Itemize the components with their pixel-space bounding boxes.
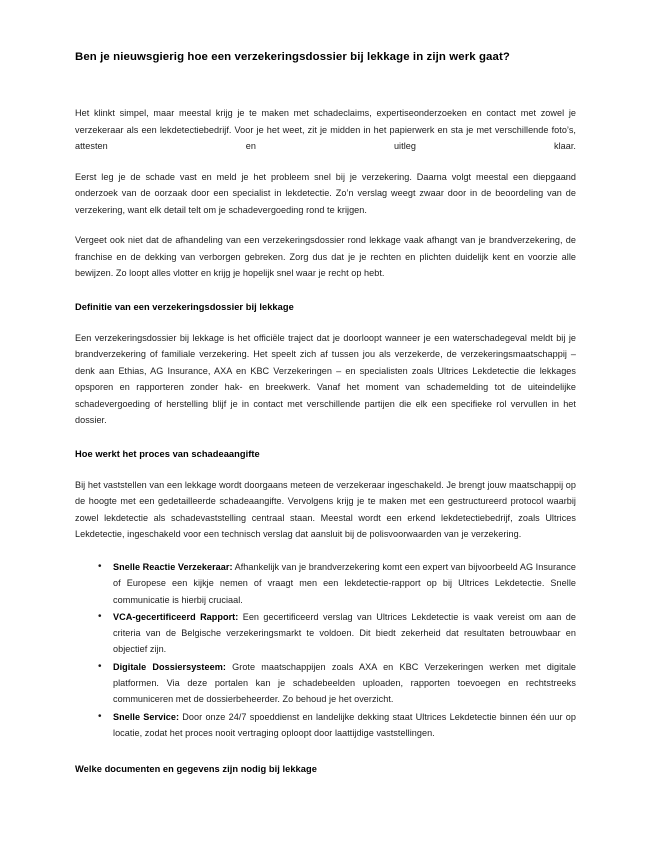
list-item-label: VCA-gecertificeerd Rapport: — [113, 611, 239, 622]
list-item-text: Grote maatschappijen zoals AXA en KBC Verzekeringen werken met digitale platformen. Via deze portalen kan je schadebeelden uploaden, rapporten toevoegen en rechtstreeks communiceren met de dossierbeheerder. Zo behoud je het overzicht. — [113, 661, 576, 705]
section-body-definitie: Een verzekeringsdossier bij lekkage is het officiële traject dat je doorloopt wanneer je een waterschadegeval meldt bij je brandverzekering of familiale verzekering. Het speelt zich af tussen jou als verzekerde, de verzekeringsmaatschappij – denk aan Ethias, AG Insurance, AXA en KBC Verzekeringen – en specialisten zoals Ultrices Lekdetectie die lekkages opsporen en rapporteren zonder hak- en breekwerk. Vanaf het moment van schademelding tot de uiteindelijke schadevergoeding of herstelling blijf je in contact met verschillende partijen die elk een specifieke rol vervullen in het dossier. — [75, 332, 576, 426]
list-item-text: Een gecertificeerd verslag van Ultrices Lekdetectie is vaak vereist om aan de criteria van de Belgische verzekeringsmarkt te voldoen. Dit biedt zekerheid dat resultaten betrouwbaar en objectief zijn. — [113, 611, 576, 655]
list-item — [75, 609, 576, 658]
list-item-label: Snelle Service: — [113, 711, 180, 722]
list-item-label: Snelle Reactie Verzekeraar: — [113, 561, 233, 572]
list-item-label: Digitale Dossiersysteem: — [113, 661, 226, 672]
bullet-point-icon: • — [98, 560, 102, 572]
page-title: Ben je nieuwsgierig hoe een verzekeringsdossier bij lekkage in zijn werk gaat? — [75, 51, 510, 63]
document-content — [75, 0, 576, 776]
bullet-point-icon: • — [98, 610, 102, 622]
intro-paragraph-2: Eerst leg je de schade vast en meld je het probleem snel bij je verzekering. Daarna volgt meestal een diepgaand onderzoek van de oorzaak door een specialist in lekdetectie. Zo’n verslag weegt zwaar door in de beoordeling van de verzekering, want elk detail telt om je schadevergoeding rond te krijgen. — [75, 171, 576, 215]
list-item-text: Door onze 24/7 spoeddienst en landelijke dekking staat Ultrices Lekdetectie binnen één uur op locatie, zodat het proces nooit vertraging oploopt door laattijdige vaststellingen. — [113, 711, 576, 738]
list-item — [75, 709, 576, 742]
section-body-proces: Bij het vaststellen van een lekkage wordt doorgaans meteen de verzekeraar ingeschakeld. Je brengt jouw maatschappij op de hoogte met een gedetailleerde schadeaangifte. Vervolgens krijg je te maken met een gestructureerd protocol waarbij zowel lekdetectie als schadevaststelling centraal staan. Meestal wordt een erkend lekdetectiebedrijf, zoals Ultrices Lekdetectie, ingeschakeld voor een technisch verslag dat aansluit bij de polisvoorwaarden van je verzekering. — [75, 479, 576, 540]
section-heading-proces: Hoe werkt het proces van schadeaangifte — [75, 448, 260, 459]
bullet-point-icon: • — [98, 660, 102, 672]
bullet-point-icon: • — [98, 710, 102, 722]
list-item — [75, 659, 576, 708]
list-item-text: Afhankelijk van je brandverzekering komt een expert van bijvoorbeeld AG Insurance of Europese een kijkje nemen of vraagt men een lekdetectie-rapport op bij Ultrices Lekdetectie. Snelle communicatie is hierbij cruciaal. — [113, 561, 576, 605]
section-heading-documenten: Welke documenten en gegevens zijn nodig bij lekkage — [75, 764, 317, 775]
list-item — [75, 559, 576, 608]
intro-paragraph-1: Het klinkt simpel, maar meestal krijg je te maken met schadeclaims, expertiseonderzoeken en contact met zowel je verzekeraar als een lekdetectiebedrijf. Voor je het weet, zit je midden in het papierwerk en sta je met verschillende foto’s, attesten en uitleg klaar. — [75, 108, 576, 152]
intro-paragraph-3: Vergeet ook niet dat de afhandeling van een verzekeringsdossier rond lekkage vaak afhangt van je brandverzekering, de franchise en de dekking van verborgen gebreken. Zorg dus dat je je rechten en plichten duidelijk kent en voorzie alle bewijzen. Zo loopt alles vlotter en krijg je hopelijk snel waar je recht op hebt. — [75, 235, 576, 279]
feature-bullet-list — [75, 543, 576, 741]
section-heading-definitie: Definitie van een verzekeringsdossier bij lekkage — [75, 301, 294, 312]
